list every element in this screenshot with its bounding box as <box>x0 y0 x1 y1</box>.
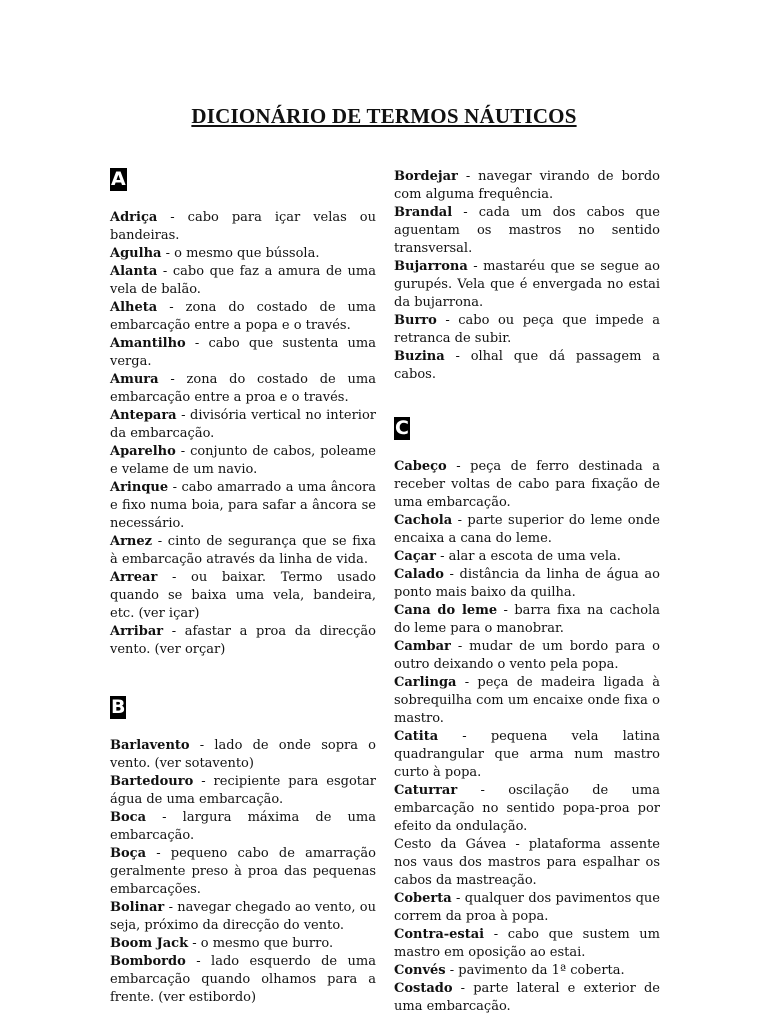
entry-term: Barlavento <box>110 738 190 753</box>
section-letter-a: A <box>111 168 126 190</box>
entry-definition: - peça de madeira ligada à sobrequilha com um encaixe onde fixa o mastro. <box>394 675 660 726</box>
entry-definition: - o mesmo que burro. <box>188 936 334 951</box>
glossary-entry <box>110 299 376 335</box>
entry-term: Cambar <box>394 639 451 654</box>
entry-definition: Cesto da Gávea - plataforma assente nos vaus dos mastros para espalhar os cabos da mastreação. <box>394 837 660 888</box>
entry-term: Adriça <box>110 210 158 225</box>
entry-term: Amura <box>110 372 159 387</box>
page-title: DICIONÁRIO DE TERMOS NÁUTICOS <box>191 104 577 128</box>
entry-definition: - navegar virando de bordo com alguma frequência. <box>394 169 660 202</box>
entry-definition: - zona do costado de uma embarcação entre a popa e o través. <box>110 300 376 333</box>
glossary-entry <box>110 479 376 533</box>
entry-definition: - cabo que faz a amura de uma vela de balão. <box>110 264 376 297</box>
entry-definition: - navegar chegado ao vento, ou seja, próximo da direcção do vento. <box>110 900 376 933</box>
glossary-entry <box>110 443 376 479</box>
entry-term: Boca <box>110 810 146 825</box>
entry-term: Alheta <box>110 300 158 315</box>
entry-definition: - recipiente para esgotar água de uma embarcação. <box>110 774 376 807</box>
section-letter-c: C <box>395 417 409 439</box>
entries-list <box>394 168 660 384</box>
entry-definition: - alar a escota de uma vela. <box>435 549 621 564</box>
entry-term: Contra-estai <box>394 927 485 942</box>
glossary-entry <box>110 737 376 773</box>
entry-definition: - lado esquerdo de uma embarcação quando olhamos para a frente. (ver estibordo) <box>110 954 376 1005</box>
entries-list <box>110 209 376 659</box>
glossary-entry <box>110 209 376 245</box>
entry-definition: - cabo que sustenta uma verga. <box>110 336 376 369</box>
entry-definition: - oscilação de uma embarcação no sentido popa-proa por efeito da ondulação. <box>394 783 660 834</box>
glossary-entry <box>110 953 376 1007</box>
glossary-entry <box>394 926 660 962</box>
entry-term: Cachola <box>394 513 453 528</box>
glossary-entry <box>110 899 376 935</box>
entry-term: Bujarrona <box>394 259 468 274</box>
entry-definition: - ou baixar. Termo usado quando se baixa uma vela, bandeira, etc. (ver içar) <box>110 570 376 621</box>
glossary-entry <box>110 407 376 443</box>
glossary-entry <box>394 548 660 566</box>
entry-term: Caçar <box>394 549 436 564</box>
section-c <box>394 417 660 1016</box>
section-a <box>110 168 376 659</box>
entry-term: Bordejar <box>394 169 458 184</box>
entry-term: Antepara <box>110 408 177 423</box>
entries-list <box>110 737 376 1007</box>
glossary-entry <box>394 728 660 782</box>
entry-term: Cana do leme <box>394 603 498 618</box>
entry-term: Arribar <box>110 624 164 639</box>
entry-term: Caturrar <box>394 783 458 798</box>
entry-definition: - pavimento da 1ª coberta. <box>445 963 625 978</box>
entry-definition: - divisória vertical no interior da embarcação. <box>110 408 376 441</box>
entry-term: Arinque <box>110 480 169 495</box>
entry-definition: - qualquer dos pavimentos que correm da proa à popa. <box>394 891 660 924</box>
entry-term: Bartedouro <box>110 774 194 789</box>
section-letter-b: B <box>111 696 126 718</box>
entries-list <box>394 458 660 1016</box>
entry-term: Bolinar <box>110 900 165 915</box>
glossary-entry <box>394 674 660 728</box>
entry-definition: - mastaréu que se segue ao gurupés. Vela que é envergada no estai da bujarrona. <box>394 259 660 310</box>
entry-term: Convés <box>394 963 446 978</box>
glossary-entry <box>110 263 376 299</box>
entry-definition: - peça de ferro destinada a receber voltas de cabo para fixação de uma embarcação. <box>394 459 660 510</box>
entry-term: Amantilho <box>110 336 186 351</box>
entry-term: Arnez <box>110 534 153 549</box>
glossary-entry <box>394 638 660 674</box>
entry-term: Aparelho <box>110 444 176 459</box>
entry-term: Buzina <box>394 349 445 364</box>
glossary-entry <box>394 348 660 384</box>
glossary-entry <box>110 935 376 953</box>
entry-term: Bombordo <box>110 954 186 969</box>
section-b-continued <box>394 168 660 384</box>
entry-definition: - pequeno cabo de amarração geralmente preso à proa das pequenas embarcações. <box>110 846 376 897</box>
entry-definition: - cada um dos cabos que aguentam os mastros no sentido transversal. <box>394 205 660 256</box>
glossary-entry <box>110 845 376 899</box>
glossary-entry <box>394 168 660 204</box>
entry-definition: - largura máxima de uma embarcação. <box>110 810 376 843</box>
glossary-entry <box>110 335 376 371</box>
entry-term: Arrear <box>110 570 158 585</box>
entry-definition: - cabo que sustem um mastro em oposição ao estai. <box>394 927 660 960</box>
glossary-entry <box>394 962 660 980</box>
entry-term: Catita <box>394 729 439 744</box>
glossary-entry <box>394 204 660 258</box>
entry-term: Carlinga <box>394 675 457 690</box>
section-b <box>110 696 376 1007</box>
glossary-entry <box>394 602 660 638</box>
glossary-entry <box>110 533 376 569</box>
entry-definition: - lado de onde sopra o vento. (ver sotavento) <box>110 738 376 771</box>
entry-term: Coberta <box>394 891 452 906</box>
glossary-entry <box>394 312 660 348</box>
entry-definition: - pequena vela latina quadrangular que arma num mastro curto à popa. <box>394 729 660 780</box>
right-column <box>394 168 660 1016</box>
glossary-entry <box>110 569 376 623</box>
entry-definition: - cabo para içar velas ou bandeiras. <box>110 210 376 243</box>
glossary-entry <box>394 512 660 548</box>
entry-definition: - cinto de segurança que se fixa à embarcação através da linha de vida. <box>110 534 376 567</box>
entry-term: Cabeço <box>394 459 447 474</box>
entry-definition: - barra fixa na cachola do leme para o manobrar. <box>394 603 660 636</box>
glossary-entry <box>394 836 660 890</box>
entry-term: Costado <box>394 981 453 996</box>
glossary-entry <box>110 371 376 407</box>
left-column <box>110 168 376 1007</box>
entry-term: Agulha <box>110 246 162 261</box>
glossary-entry <box>110 809 376 845</box>
glossary-entry <box>394 258 660 312</box>
glossary-entry <box>394 890 660 926</box>
glossary-entry <box>394 458 660 512</box>
entry-term: Boça <box>110 846 146 861</box>
entry-term: Boom Jack <box>110 936 189 951</box>
entry-definition: - cabo amarrado a uma âncora e fixo numa boia, para safar a âncora se necessário. <box>110 480 376 531</box>
glossary-entry <box>110 245 376 263</box>
entry-definition: - distância da linha de água ao ponto mais baixo da quilha. <box>394 567 660 600</box>
entry-definition: - olhal que dá passagem a cabos. <box>394 349 660 382</box>
entry-definition: - cabo ou peça que impede a retranca de subir. <box>394 313 660 346</box>
entry-term: Burro <box>394 313 437 328</box>
glossary-entry <box>110 623 376 659</box>
entry-term: Alanta <box>110 264 158 279</box>
glossary-entry <box>394 980 660 1016</box>
entry-term: Calado <box>394 567 444 582</box>
glossary-entry <box>110 773 376 809</box>
entry-definition: - afastar a proa da direcção vento. (ver orçar) <box>110 624 376 657</box>
entry-definition: - conjunto de cabos, poleame e velame de um navio. <box>110 444 376 477</box>
entry-definition: - parte superior do leme onde encaixa a cana do leme. <box>394 513 660 546</box>
glossary-entry <box>394 782 660 836</box>
entry-definition: - mudar de um bordo para o outro deixando o vento pela popa. <box>394 639 660 672</box>
entry-term: Brandal <box>394 205 453 220</box>
entry-definition: - zona do costado de uma embarcação entre a proa e o través. <box>110 372 376 405</box>
entry-definition: - parte lateral e exterior de uma embarcação. <box>394 981 660 1014</box>
glossary-entry <box>394 566 660 602</box>
entry-definition: - o mesmo que bússola. <box>161 246 320 261</box>
